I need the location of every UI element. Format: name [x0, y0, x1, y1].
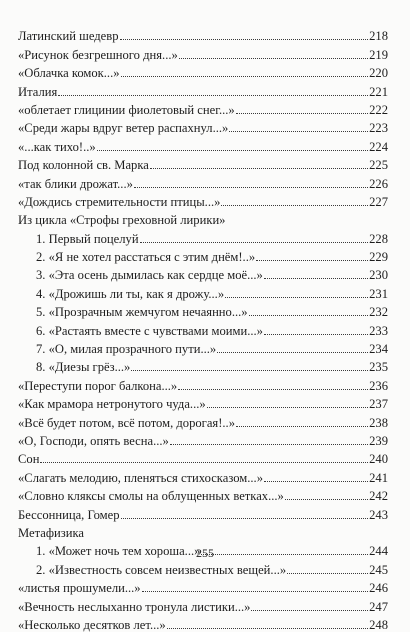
toc-entry-title: «Как мрамора нетронутого чуда...» — [18, 397, 206, 412]
dot-leader — [134, 176, 368, 188]
toc-entry — [18, 62, 388, 80]
toc-entry-title: 2. «Известность совсем неизвестных вещей...» — [36, 562, 287, 577]
dot-leader — [167, 617, 368, 629]
dot-leader — [97, 139, 368, 151]
dot-leader — [121, 507, 369, 519]
page-number: 255 — [196, 546, 214, 560]
toc-entry — [18, 154, 388, 172]
toc-entry — [18, 191, 388, 209]
toc-entry-page: 221 — [369, 84, 388, 99]
toc-entry-page: 231 — [369, 286, 388, 301]
toc-entry — [18, 356, 388, 374]
toc-entry-title: «Слагать мелодию, пленяться стихосказом...» — [18, 470, 263, 485]
toc-entry-page: 241 — [369, 470, 388, 485]
toc-entry-title: 7. «О, милая прозрачного пути...» — [36, 342, 217, 357]
dot-leader — [251, 599, 368, 611]
toc-entry-page: 247 — [369, 599, 388, 614]
toc-entry — [18, 448, 388, 466]
toc-entry — [18, 374, 388, 392]
toc-entry — [18, 43, 388, 61]
dot-leader — [225, 286, 368, 298]
toc-entry-page: 229 — [369, 250, 388, 265]
toc-entry — [18, 503, 388, 521]
dot-leader — [236, 102, 368, 114]
toc-entry-title: «Дождись стремительности птицы...» — [18, 194, 221, 209]
toc-entry — [18, 466, 388, 484]
toc-entry — [18, 80, 388, 98]
toc-entry-title: 1. Первый поцелуй — [36, 231, 139, 246]
toc-entry-page: 244 — [369, 544, 388, 559]
dot-leader — [217, 341, 368, 353]
toc-entry-page: 219 — [369, 47, 388, 62]
toc-entry-page: 218 — [369, 29, 388, 44]
dot-leader — [150, 157, 368, 169]
toc-entry-title: «Облачка комок...» — [18, 66, 120, 81]
toc-entry — [18, 25, 388, 43]
toc-entry — [18, 319, 388, 337]
toc-entry-page: 239 — [369, 433, 388, 448]
toc-entry — [18, 172, 388, 190]
toc-entry-title: «листья прошумели...» — [18, 581, 141, 596]
toc-entry-title: «Словно кляксы смолы на облущенных ветках...» — [18, 489, 284, 504]
toc-entry — [18, 614, 388, 632]
toc-entry-page: 222 — [369, 102, 388, 117]
toc-entry-page: 230 — [369, 268, 388, 283]
dot-leader — [236, 415, 368, 427]
toc-entry-title: «Рисунок безгрешного дня...» — [18, 47, 178, 62]
dot-leader — [207, 396, 368, 408]
toc-entry-page: 226 — [369, 176, 388, 191]
toc-entry-page: 237 — [369, 397, 388, 412]
toc-entry — [18, 301, 388, 319]
toc-entry-title: 2. «Я не хотел расстаться с этим днём!..» — [36, 250, 256, 265]
toc-entry — [18, 99, 388, 117]
dot-leader — [264, 470, 368, 482]
toc-group-main — [18, 25, 388, 209]
toc-entry — [18, 135, 388, 153]
toc-entry-page: 235 — [369, 360, 388, 375]
toc-entry-title: 1. «Может ночь тем хороша...» — [36, 544, 201, 559]
toc-entry-page: 232 — [369, 305, 388, 320]
toc-entry-title: Бессонница, Гомер — [18, 507, 120, 522]
dot-leader — [140, 231, 369, 243]
toc-entry-page: 243 — [369, 507, 388, 522]
dot-leader — [285, 488, 368, 500]
toc-entry-page: 248 — [369, 617, 388, 632]
section-heading-cycle: Из цикла «Строфы греховной лирики» — [18, 213, 226, 228]
dot-leader — [58, 84, 368, 96]
dot-leader — [178, 378, 368, 390]
dot-leader — [221, 194, 368, 206]
toc-entry — [18, 117, 388, 135]
toc-entry-page: 236 — [369, 378, 388, 393]
toc-entry-title: «Переступи порог балкона...» — [18, 378, 178, 393]
dot-leader — [229, 120, 368, 132]
dot-leader — [40, 451, 368, 463]
toc-entry — [18, 338, 388, 356]
toc-entry — [18, 430, 388, 448]
toc-entry — [18, 227, 388, 245]
dot-leader — [170, 433, 368, 445]
toc-entry-page: 238 — [369, 415, 388, 430]
toc-entry-title: «Несколько десятков лет...» — [18, 617, 166, 632]
toc-entry — [18, 558, 388, 576]
section-heading-metaphysics: Метафизика — [18, 525, 85, 540]
toc-entry-title: «...как тихо!..» — [18, 139, 96, 154]
toc-entry-page: 234 — [369, 342, 388, 357]
table-of-contents — [18, 25, 388, 632]
dot-leader — [120, 28, 369, 40]
dot-leader — [121, 65, 369, 77]
toc-entry-title: Под колонной св. Марка — [18, 158, 149, 173]
toc-entry-page: 225 — [369, 158, 388, 173]
toc-entry-title: Латинский шедевр — [18, 29, 119, 44]
dot-leader — [264, 267, 368, 279]
toc-entry-title: 5. «Прозрачным жемчугом нечаянно...» — [36, 305, 248, 320]
toc-entry-title: «Среди жары вдруг ветер распахнул...» — [18, 121, 229, 136]
toc-entry-page: 220 — [369, 66, 388, 81]
toc-entry-page: 233 — [369, 323, 388, 338]
dot-leader — [287, 562, 368, 574]
toc-entry — [18, 411, 388, 429]
dot-leader — [131, 359, 368, 371]
toc-entry-title: Сон — [18, 452, 40, 467]
toc-group-final — [18, 577, 388, 632]
dot-leader — [179, 47, 368, 59]
toc-entry — [18, 264, 388, 282]
toc-entry-page: 224 — [369, 139, 388, 154]
toc-entry-page: 223 — [369, 121, 388, 136]
dot-leader — [249, 304, 369, 316]
toc-entry-title: 3. «Эта осень дымилась как сердце моё...» — [36, 268, 263, 283]
toc-entry-page: 242 — [369, 489, 388, 504]
dot-leader — [142, 580, 369, 592]
toc-entry-title: «облетает глицинии фиолетовый снег...» — [18, 102, 235, 117]
toc-entry — [18, 246, 388, 264]
dot-leader — [264, 323, 368, 335]
toc-entry-page: 228 — [369, 231, 388, 246]
toc-entry-title: «так блики дрожат...» — [18, 176, 133, 191]
toc-entry — [18, 485, 388, 503]
toc-entry-title: Италия — [18, 84, 58, 99]
toc-entry-title: 8. «Диезы грёз...» — [36, 360, 131, 375]
toc-entry-page: 240 — [369, 452, 388, 467]
toc-group-cycle — [18, 227, 388, 374]
toc-group-poems — [18, 374, 388, 521]
toc-entry-title: «Всё будет потом, всё потом, дорогая!..» — [18, 415, 236, 430]
toc-entry-title: 6. «Растаять вместе с чувствами моими...» — [36, 323, 263, 338]
toc-entry-title: «О, Господи, опять весна...» — [18, 433, 169, 448]
toc-entry-page: 246 — [369, 581, 388, 596]
toc-entry-page: 227 — [369, 194, 388, 209]
toc-entry — [18, 282, 388, 300]
toc-entry-page: 245 — [369, 562, 388, 577]
toc-entry — [18, 393, 388, 411]
toc-entry — [18, 595, 388, 613]
toc-entry — [18, 577, 388, 595]
toc-entry-title: 4. «Дрожишь ли ты, как я дрожу...» — [36, 286, 225, 301]
dot-leader — [256, 249, 368, 261]
toc-entry-title: «Вечность неслыханно тронула листики...» — [18, 599, 251, 614]
